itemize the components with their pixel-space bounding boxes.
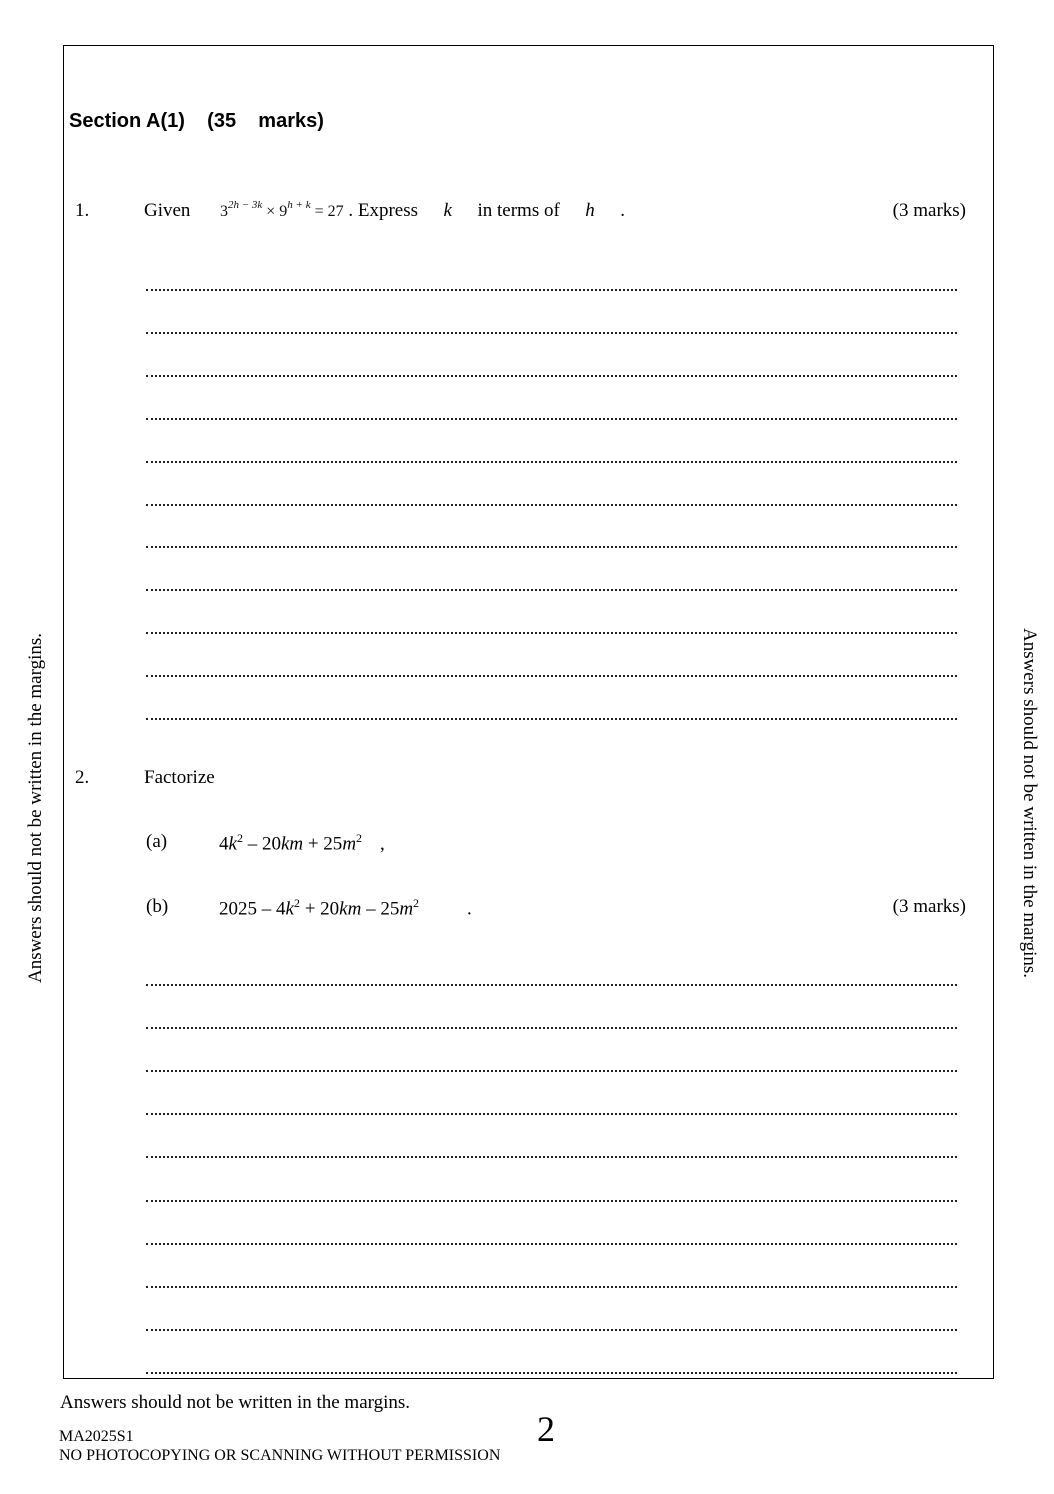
answer-dotted-line bbox=[146, 1027, 957, 1029]
answer-frame bbox=[63, 45, 994, 1379]
section-title: Section A(1) (35 marks) bbox=[69, 110, 324, 132]
answer-dotted-line bbox=[146, 1286, 957, 1288]
answer-dotted-line bbox=[146, 546, 957, 548]
express-text: . Express bbox=[348, 200, 419, 221]
answer-dotted-line bbox=[146, 1113, 957, 1115]
answer-dotted-line bbox=[146, 1200, 957, 1202]
question-1-text bbox=[144, 200, 625, 222]
answer-dotted-line bbox=[146, 1070, 957, 1072]
question-2-marks: (3 marks) bbox=[892, 896, 966, 917]
answer-dotted-line bbox=[146, 718, 957, 720]
question-1-equation: $3^{2h - 3k} \times 9^{h + k} = 27$ bbox=[219, 198, 344, 220]
answer-dotted-line bbox=[146, 675, 957, 677]
variable-k: k bbox=[443, 200, 452, 221]
given-label: Given bbox=[144, 200, 191, 221]
answer-dotted-line bbox=[146, 984, 957, 986]
part-b-expression: $2025 - 4k^2 + 20km - 25m^2$ . bbox=[219, 896, 472, 920]
copyright-notice: NO PHOTOCOPYING OR SCANNING WITHOUT PERMISSION bbox=[59, 1447, 501, 1464]
answer-dotted-line bbox=[146, 289, 957, 291]
left-margin-note: Answers should not be written in the margins. bbox=[25, 632, 46, 984]
answer-dotted-line bbox=[146, 1243, 957, 1245]
answer-dotted-line bbox=[146, 418, 957, 420]
answer-dotted-line bbox=[146, 375, 957, 377]
part-a-label: (a) bbox=[146, 831, 168, 852]
variable-h: h bbox=[585, 200, 595, 221]
question-1-number: 1. bbox=[75, 200, 90, 221]
answer-dotted-line bbox=[146, 461, 957, 463]
answer-dotted-line bbox=[146, 632, 957, 634]
page-number: 2 bbox=[537, 1409, 555, 1449]
footer-margin-note: Answers should not be written in the margins. bbox=[60, 1392, 411, 1413]
answer-dotted-line bbox=[146, 1372, 957, 1374]
question-1-period: . bbox=[620, 200, 626, 221]
answer-dotted-line bbox=[146, 504, 957, 506]
right-margin-note: Answers should not be written in the margins. bbox=[1019, 627, 1040, 979]
paper-code: MA2025S1 bbox=[59, 1428, 134, 1445]
in-terms-of-text: in terms of bbox=[477, 200, 560, 221]
part-a-expression: $4k^2 - 20km + 25m^2$ , bbox=[219, 831, 385, 855]
answer-dotted-line bbox=[146, 1329, 957, 1331]
question-2-instruction: Factorize bbox=[144, 767, 215, 788]
question-1-marks: (3 marks) bbox=[892, 200, 966, 221]
answer-dotted-line bbox=[146, 589, 957, 591]
answer-dotted-line bbox=[146, 332, 957, 334]
answer-dotted-line bbox=[146, 1156, 957, 1158]
part-b-label: (b) bbox=[146, 896, 169, 917]
question-2-number: 2. bbox=[75, 767, 90, 788]
